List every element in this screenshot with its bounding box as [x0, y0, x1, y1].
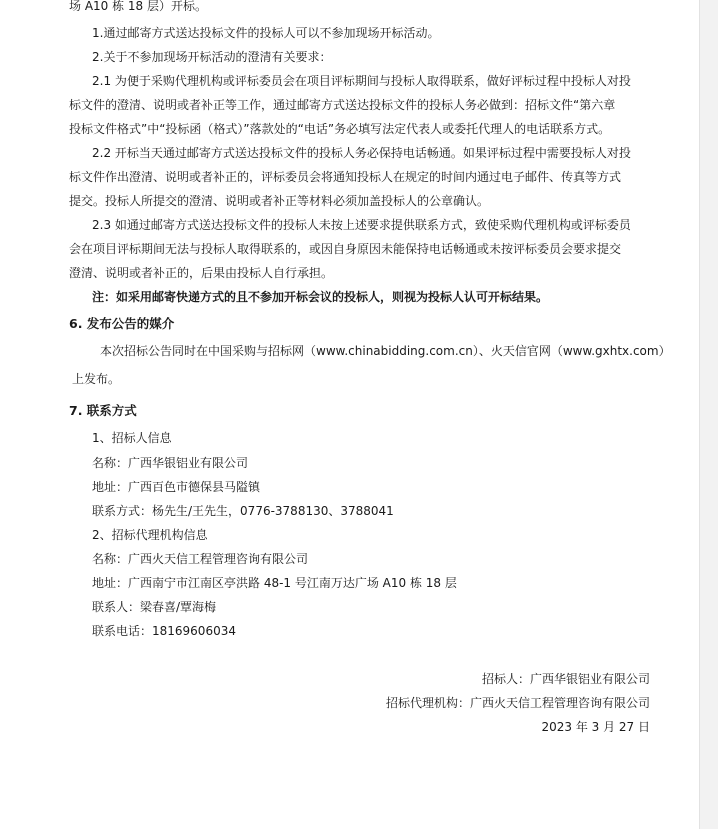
section-heading-7: 7. 联系方式 [69, 403, 137, 418]
text-line: 1、招标人信息 [92, 431, 172, 445]
signature-line: 招标人：广西华银铝业有限公司 [481, 672, 650, 686]
text-line: 2.关于不参加现场开标活动的澄清有关要求： [92, 50, 332, 64]
scrollbar-track[interactable] [699, 0, 718, 829]
text-line: 会在项目评标期间无法与投标人取得联系的，或因自身原因未能保持电话畅通或未按评标委员会要求提交 [69, 242, 622, 256]
text-line: 联系方式：杨先生/王先生，0776-3788130、3788041 [92, 504, 394, 518]
signature-line: 招标代理机构：广西火天信工程管理咨询有限公司 [385, 696, 650, 710]
text-line: 2.1 为便于采购代理机构或评标委员会在项目评标期间与投标人取得联系，做好评标过程中投标人对投 [92, 74, 631, 88]
text-line: 地址：广西南宁市江南区亭洪路 48-1 号江南万达广场 A10 栋 18 层 [92, 576, 457, 590]
text-line: 2.2 开标当天通过邮寄方式送达投标文件的投标人务必保持电话畅通。如果评标过程中需要投标人对投 [92, 146, 631, 160]
text-line: 标文件的澄清、说明或者补正等工作，通过邮寄方式送达投标文件的投标人务必做到：招标文件“第六章 [69, 98, 616, 112]
text-line: 澄清、说明或者补正的，后果由投标人自行承担。 [69, 266, 334, 280]
text-line: 2.3 如通过邮寄方式送达投标文件的投标人未按上述要求提供联系方式，致使采购代理机构或评标委员 [92, 218, 631, 232]
text-line: 场 A10 栋 18 层）开标。 [69, 0, 208, 13]
text-line: 1.通过邮寄方式送达投标文件的投标人可以不参加现场开标活动。 [92, 26, 440, 40]
text-line: 本次招标公告同时在中国采购与招标网（www.chinabidding.com.cn）、火天信官网（www.gxhtx.com） [100, 344, 671, 358]
text-line: 标文件作出澄清、说明或者补正的，评标委员会将通知投标人在规定的时间内通过电子邮件、传真等方式 [69, 170, 622, 184]
text-line: 2、招标代理机构信息 [92, 528, 208, 542]
text-line: 上发布。 [72, 372, 121, 386]
text-line: 投标文件格式”中“投标函（格式）”落款处的“电话”务必填写法定代表人或委托代理人的电话联系方式。 [69, 122, 611, 136]
text-line: 提交。投标人所提交的澄清、说明或者补正等材料必须加盖投标人的公章确认。 [69, 194, 490, 208]
date-line: 2023 年 3 月 27 日 [541, 720, 650, 734]
text-line: 名称：广西火天信工程管理咨询有限公司 [92, 552, 309, 566]
section-heading-6: 6. 发布公告的媒介 [69, 316, 175, 331]
text-line: 名称：广西华银铝业有限公司 [92, 456, 249, 470]
text-line: 联系人：梁春喜/覃海梅 [92, 600, 217, 614]
note-line: 注：如采用邮寄快递方式的且不参加开标会议的投标人，则视为投标人认可开标结果。 [92, 290, 549, 304]
text-line: 联系电话：18169606034 [92, 624, 236, 638]
text-line: 地址：广西百色市德保县马隘镇 [92, 480, 261, 494]
